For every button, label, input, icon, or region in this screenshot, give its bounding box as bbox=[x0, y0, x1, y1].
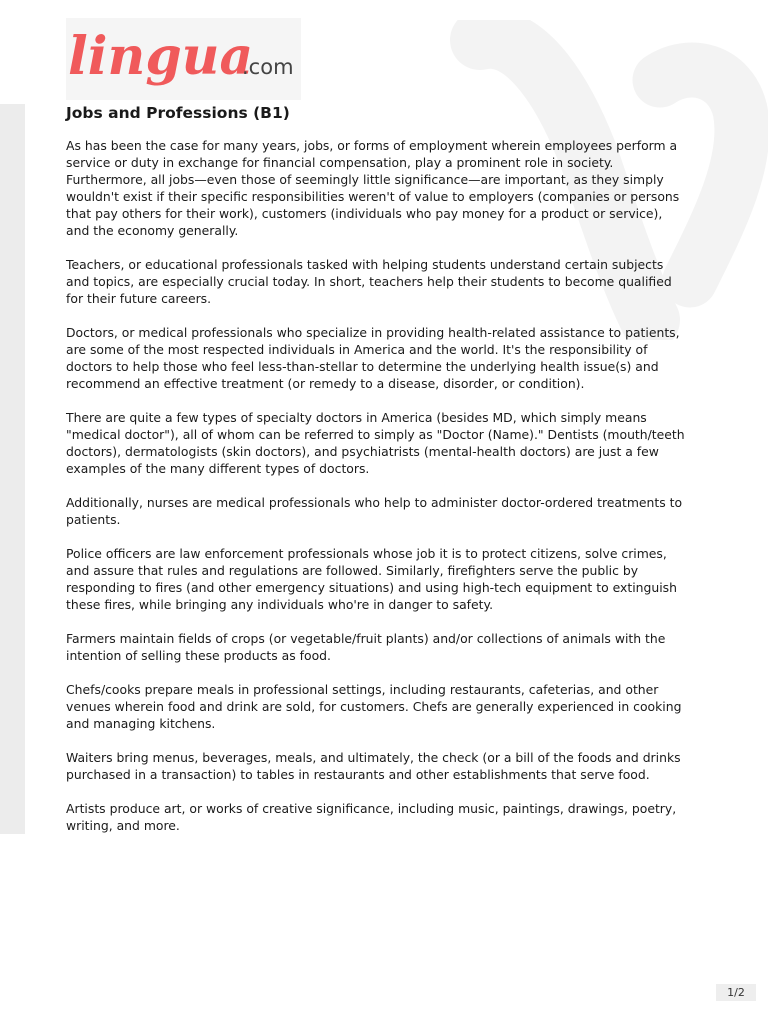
paragraph: As has been the case for many years, jobs, or forms of employment wherein employees perform a service or duty in exchange for financial compensation, play a prominent role in society. Furthermore, all jobs—even those of seemingly little significance—are important, as they simply wouldn't exist if their specific responsibilities weren't of value to employers (companies or persons that pay others for their work), customers (individuals who pay money for a product or service), and the economy generally. bbox=[66, 138, 680, 238]
document-body bbox=[66, 137, 688, 851]
paragraph: There are quite a few types of specialty doctors in America (besides MD, which simply means "medical doctor"), all of whom can be referred to simply as "Doctor (Name)." Dentists (mouth/teeth doctors), dermatologists (skin doctors), and psychiatrists (mental-health doctors) are just a few examples of the many different types of doctors. bbox=[66, 410, 685, 476]
brand-logo bbox=[66, 18, 301, 100]
left-margin-bar bbox=[0, 104, 25, 834]
paragraph: Additionally, nurses are medical professionals who help to administer doctor-ordered treatments to patients. bbox=[66, 495, 683, 527]
logo-wordmark: lingua bbox=[68, 26, 254, 87]
paragraph: Waiters bring menus, beverages, meals, and ultimately, the check (or a bill of the foods and drinks purchased in a transaction) to tables in restaurants and other establishments that serve food. bbox=[66, 750, 681, 782]
paragraph: Police officers are law enforcement professionals whose job it is to protect citizens, solve crimes, and assure that rules and regulations are followed. Similarly, firefighters serve the public by responding to fires (and other emergency situations) and using high-tech equipment to extinguish these fires, while bringing any individuals who're in danger to safety. bbox=[66, 546, 677, 612]
page-indicator: 1/2 bbox=[716, 984, 756, 1001]
logo-domain-suffix: .com bbox=[242, 55, 294, 79]
paragraph: Doctors, or medical professionals who specialize in providing health-related assistance to patients, are some of the most respected individuals in America and the world. It's the responsibility of doctors to help those who feel less-than-stellar to determine the underlying health issue(s) and recommend an effective treatment (or remedy to a disease, disorder, or condition). bbox=[66, 325, 680, 391]
paragraph: Teachers, or educational professionals tasked with helping students understand certain subjects and topics, are especially crucial today. In short, teachers help their students to become qualified for their future careers. bbox=[66, 257, 672, 306]
paragraph: Chefs/cooks prepare meals in professional settings, including restaurants, cafeterias, and other venues wherein food and drink are sold, for customers. Chefs are generally experienced in cooking and managing kitchens. bbox=[66, 682, 682, 731]
page-title: Jobs and Professions (B1) bbox=[66, 104, 290, 122]
paragraph: Artists produce art, or works of creative significance, including music, paintings, drawings, poetry, writing, and more. bbox=[66, 801, 677, 833]
paragraph: Farmers maintain fields of crops (or vegetable/fruit plants) and/or collections of animals with the intention of selling these products as food. bbox=[66, 631, 666, 663]
